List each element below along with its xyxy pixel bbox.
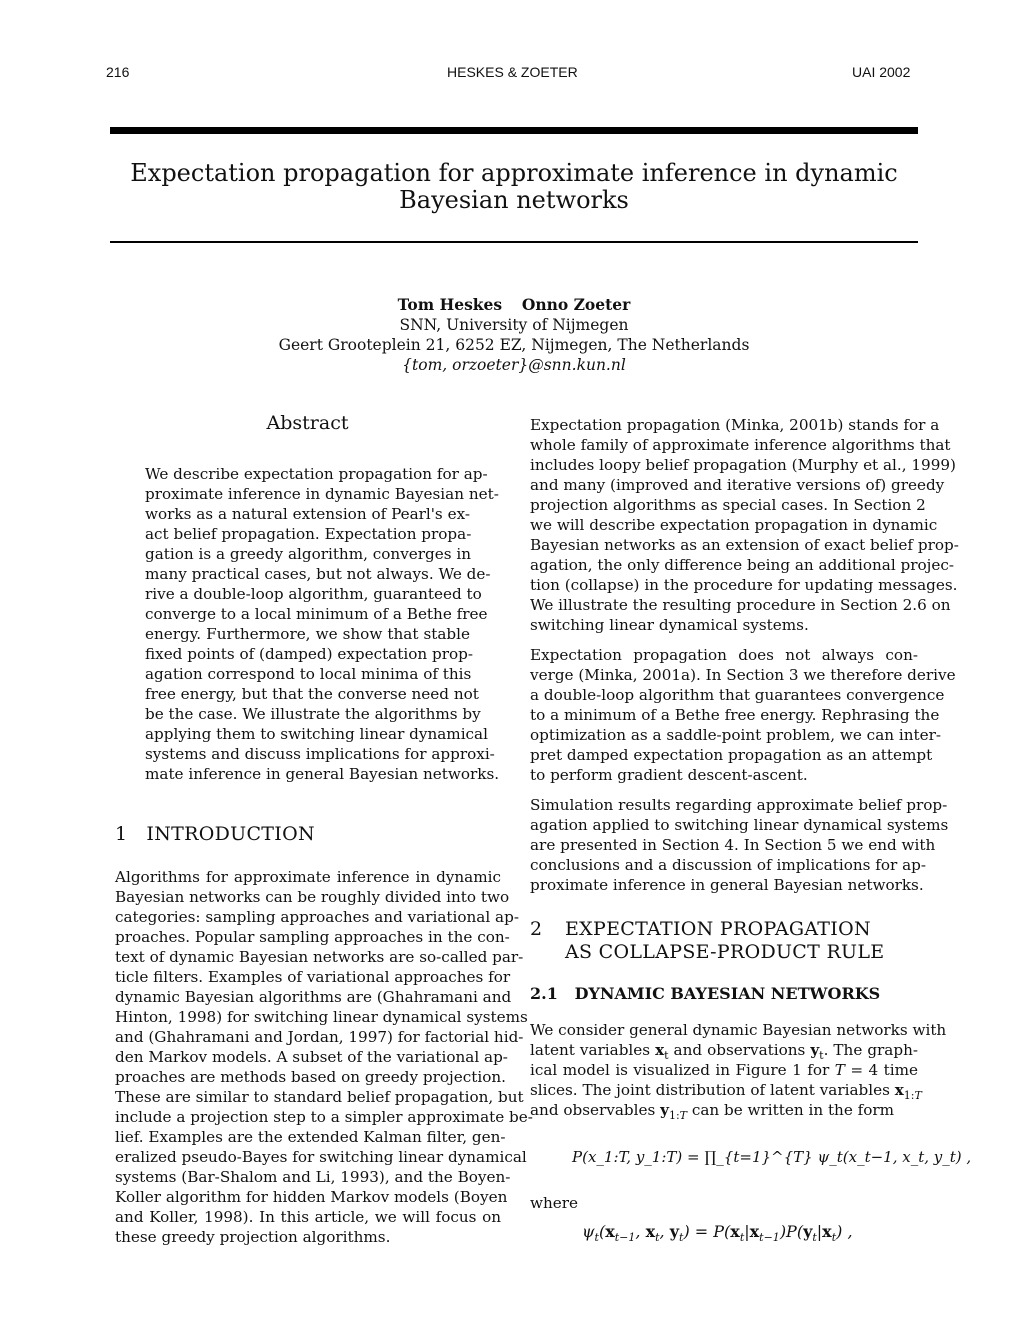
text-line: conclusions and a discussion of implications for ap- bbox=[530, 856, 927, 874]
text-line: proximate inference in general Bayesian networks. bbox=[530, 876, 924, 894]
equation-potential: $\psi_t(x_{t-1}$, $x_t$, $y_t) = P(x_t|x_{t-1})P(y_t|x_t)$ , bbox=[582, 1222, 853, 1245]
text-line: We consider general dynamic Bayesian networks with bbox=[530, 1021, 947, 1039]
text-line: ticle filters. Examples of variational approaches for bbox=[115, 968, 511, 986]
paper-title bbox=[110, 160, 918, 214]
title-line: Expectation propagation for approximate inference in dynamic bbox=[130, 159, 898, 187]
text-line: rive a double-loop algorithm, guaranteed to bbox=[145, 585, 482, 603]
text-line: tion (collapse) in the procedure for updating messages. bbox=[530, 576, 958, 594]
title-rule bbox=[110, 241, 918, 243]
text-line: be the case. We illustrate the algorithms by bbox=[145, 705, 481, 723]
affiliation: SNN, University of Nijmegen bbox=[399, 316, 629, 334]
text-line: Algorithms for approximate inference in dynamic bbox=[115, 868, 501, 886]
paragraph bbox=[530, 795, 949, 895]
venue: UAI 2002 bbox=[852, 64, 911, 80]
title-line: Bayesian networks bbox=[399, 186, 629, 214]
text-line: categories: sampling approaches and variational ap- bbox=[115, 908, 519, 926]
text-line: agation applied to switching linear dynamical systems bbox=[530, 816, 949, 834]
intro-text bbox=[115, 867, 533, 1247]
text-line: proaches are methods based on greedy projection. bbox=[115, 1068, 506, 1086]
abstract-heading: Abstract bbox=[266, 412, 349, 434]
text-line: and Koller, 1998). In this article, we will focus on bbox=[115, 1208, 501, 1226]
text-line: Hinton, 1998) for switching linear dynamical systems bbox=[115, 1008, 528, 1026]
text-line: and observables $y_{1:T}$ can be written in the form bbox=[530, 1101, 895, 1123]
text-line: energy. Furthermore, we show that stable bbox=[145, 625, 470, 643]
text-line: slices. The joint distribution of latent variables $x_{1:T}$ bbox=[530, 1081, 922, 1103]
text-line: includes loopy belief propagation (Murphy et al., 1999) bbox=[530, 456, 956, 474]
text-line: Expectation propagation (Minka, 2001b) stands for a bbox=[530, 416, 940, 434]
author-name: Onno Zoeter bbox=[521, 295, 631, 314]
subsection-2-1-heading bbox=[530, 984, 880, 1003]
text-line: Simulation results regarding approximate belief prop- bbox=[530, 796, 948, 814]
text-line: free energy, but that the converse need not bbox=[145, 685, 479, 703]
text-line: mate inference in general Bayesian networks. bbox=[145, 765, 500, 783]
abstract-text bbox=[145, 464, 500, 784]
section-2-heading bbox=[530, 918, 885, 963]
text-line: eralized pseudo-Bayes for switching linear dynamical bbox=[115, 1148, 527, 1166]
text-line: a double-loop algorithm that guarantees convergence bbox=[530, 686, 945, 704]
text-line: latent variables $x_t$ and observations $y_t$. The graph- bbox=[530, 1041, 918, 1063]
paragraph bbox=[530, 645, 956, 785]
text-line: gation is a greedy algorithm, converges in bbox=[145, 545, 472, 563]
text-line: fixed points of (damped) expectation prop- bbox=[145, 645, 473, 663]
text-line: to a minimum of a Bethe free energy. Rephrasing the bbox=[530, 706, 940, 724]
text-line: applying them to switching linear dynamical bbox=[145, 725, 488, 743]
text-line: act belief propagation. Expectation propa- bbox=[145, 525, 472, 543]
section-title: EXPECTATION PROPAGATION bbox=[565, 918, 871, 940]
text-line: verge (Minka, 2001a). In Section 3 we therefore derive bbox=[530, 666, 956, 684]
text-line: systems and discuss implications for approxi- bbox=[145, 745, 495, 763]
text-line: switching linear dynamical systems. bbox=[530, 616, 809, 634]
email: {tom, orzoeter}@snn.kun.nl bbox=[402, 356, 626, 374]
paragraph bbox=[530, 1020, 947, 1123]
text-line: proximate inference in dynamic Bayesian net- bbox=[145, 485, 499, 503]
text-line: many practical cases, but not always. We de- bbox=[145, 565, 491, 583]
text-line: We illustrate the resulting procedure in Section 2.6 on bbox=[530, 596, 951, 614]
text-line: agation correspond to local minima of this bbox=[145, 665, 472, 683]
text-line: and (Ghahramani and Jordan, 1997) for factorial hid- bbox=[115, 1028, 524, 1046]
address: Geert Grooteplein 21, 6252 EZ, Nijmegen, The Netherlands bbox=[278, 336, 750, 354]
subsection-title: DYNAMIC BAYESIAN NETWORKS bbox=[574, 984, 881, 1003]
text-line: these greedy projection algorithms. bbox=[115, 1228, 391, 1246]
section-title: INTRODUCTION bbox=[146, 823, 315, 845]
top-rule bbox=[110, 127, 918, 134]
where-text: where bbox=[530, 1194, 579, 1212]
text-line: proaches. Popular sampling approaches in the con- bbox=[115, 928, 510, 946]
text-line: converge to a local minimum of a Bethe free bbox=[145, 605, 488, 623]
text-line: we will describe expectation propagation in dynamic bbox=[530, 516, 938, 534]
text-line: text of dynamic Bayesian networks are so-called par- bbox=[115, 948, 524, 966]
running-title: HESKES & ZOETER bbox=[447, 64, 578, 80]
text-line: whole family of approximate inference algorithms that bbox=[530, 436, 951, 454]
text-line: pret damped expectation propagation as an attempt bbox=[530, 746, 933, 764]
text-line: Koller algorithm for hidden Markov models (Boyen bbox=[115, 1188, 508, 1206]
subsection-number: 2.1 bbox=[530, 984, 558, 1003]
text-line: ical model is visualized in Figure 1 for T = 4 time bbox=[530, 1061, 918, 1079]
text-line: Expectation propagation does not always con- bbox=[530, 646, 918, 664]
text-line: lief. Examples are the extended Kalman filter, gen- bbox=[115, 1128, 506, 1146]
paragraph bbox=[530, 415, 959, 635]
text-line: projection algorithms as special cases. In Section 2 bbox=[530, 496, 926, 514]
section-number: 2 bbox=[530, 918, 543, 940]
text-line: works as a natural extension of Pearl's ex- bbox=[145, 505, 470, 523]
author-block bbox=[110, 295, 918, 375]
text-line: and many (improved and iterative versions of) greedy bbox=[530, 476, 945, 494]
text-line: These are similar to standard belief propagation, but bbox=[115, 1088, 524, 1106]
section-number: 1 bbox=[115, 823, 128, 845]
text-line: to perform gradient descent-ascent. bbox=[530, 766, 808, 784]
text-line: optimization as a saddle-point problem, we can inter- bbox=[530, 726, 941, 744]
section-title: AS COLLAPSE-PRODUCT RULE bbox=[565, 941, 885, 963]
text-line: Bayesian networks as an extension of exact belief prop- bbox=[530, 536, 959, 554]
text-line: Bayesian networks can be roughly divided into two bbox=[115, 888, 510, 906]
section-1-heading bbox=[115, 823, 315, 846]
text-line: include a projection step to a simpler approximate be- bbox=[115, 1108, 533, 1126]
text-line: agation, the only difference being an additional projec- bbox=[530, 556, 954, 574]
text-line: dynamic Bayesian algorithms are (Ghahramani and bbox=[115, 988, 512, 1006]
text-line: den Markov models. A subset of the variational ap- bbox=[115, 1048, 508, 1066]
text-line: We describe expectation propagation for ap- bbox=[145, 465, 488, 483]
equation-joint: P(x_1:T, y_1:T) = ∏_{t=1}^{T} ψ_t(x_t−1, x_t, y_t) , bbox=[572, 1148, 972, 1166]
author-name: Tom Heskes bbox=[397, 295, 503, 314]
text-line: are presented in Section 4. In Section 5 we end with bbox=[530, 836, 936, 854]
text-line: systems (Bar-Shalom and Li, 1993), and the Boyen- bbox=[115, 1168, 511, 1186]
page-number: 216 bbox=[106, 64, 130, 80]
